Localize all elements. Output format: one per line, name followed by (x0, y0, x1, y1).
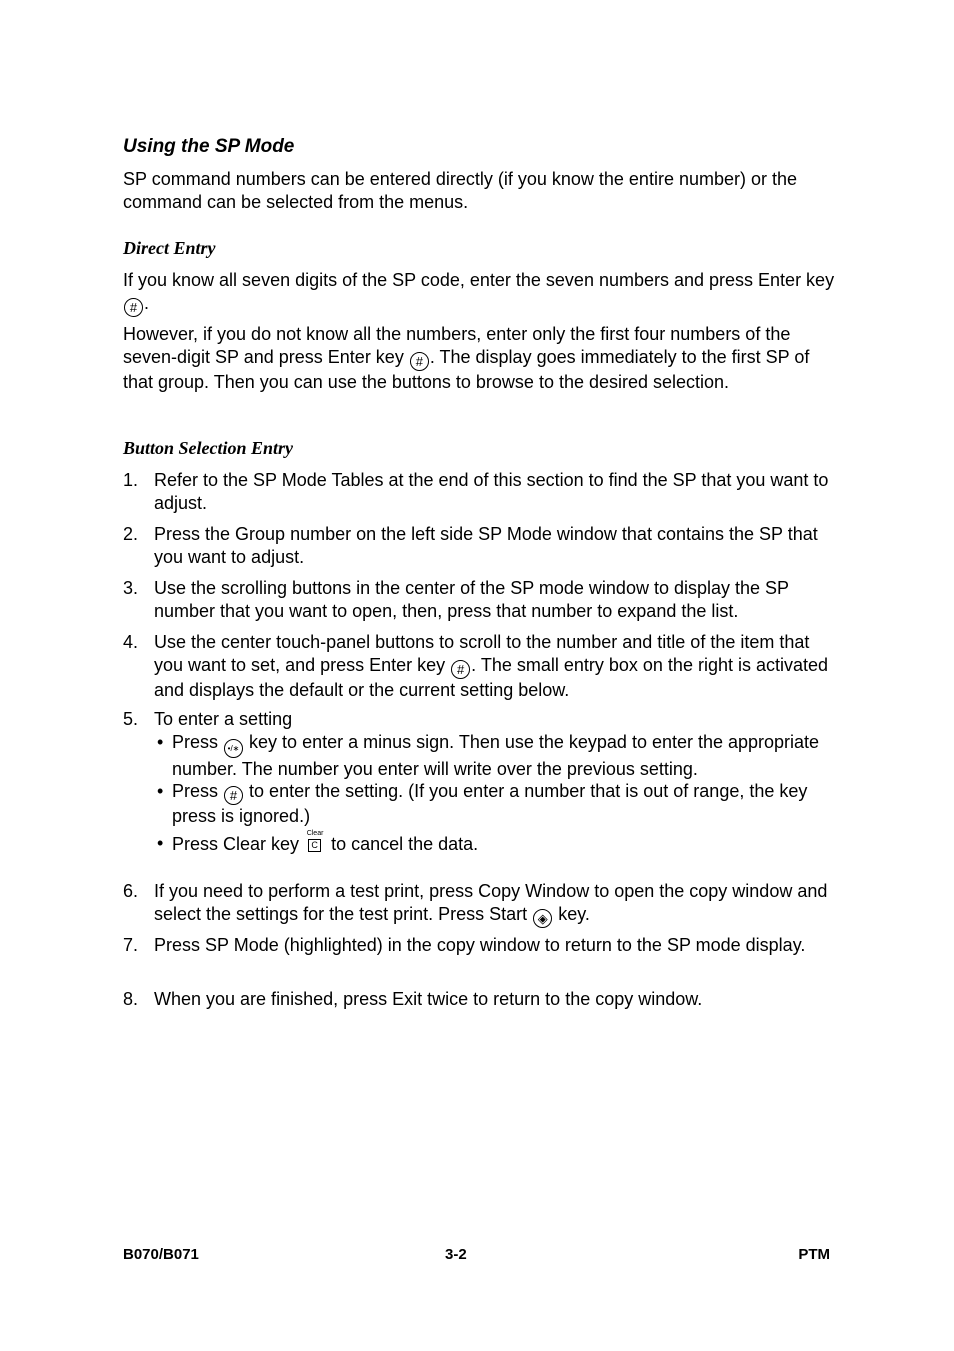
minus-key-icon: •/∗ (224, 739, 243, 758)
direct-entry-heading: Direct Entry (123, 238, 216, 258)
page-footer (123, 1246, 830, 1266)
direct-entry-paragraph-2: However, if you do not know all the numbers, enter only the first four numbers of the seven-digit SP and press Enter key # . The display goes immediately to the first SP of that group. Then you can use the buttons to browse to the desired selection. (123, 324, 810, 392)
enter-key-icon: # (410, 352, 429, 371)
footer-manual: PTM (798, 1246, 830, 1263)
step-7: 7. Press SP Mode (highlighted) in the copy window to return to the SP mode display. (123, 935, 806, 955)
step-4: 4. Use the center touch-panel buttons to scroll to the number and title of the item that you want to set, and press Enter key # . The small entry box on the right is activated and displays the default or the current setting below. (123, 632, 829, 700)
bullet-enter: • Press # to enter the setting. (If you enter a number that is out of range, the key press is ignored.) (157, 781, 808, 826)
enter-key-icon: # (124, 298, 143, 317)
enter-key-icon: # (224, 786, 243, 805)
step-1: 1. Refer to the SP Mode Tables at the end of this section to find the SP that you want to adjust. (123, 470, 829, 513)
bullet-clear: • Press Clear key Clear C to cancel the data. (157, 829, 479, 854)
footer-model: B070/B071 (123, 1246, 199, 1263)
start-key-icon: ◈ (533, 909, 552, 928)
intro-paragraph: SP command numbers can be entered directly (if you know the entire number) or the command can be selected from the menus. (123, 169, 798, 212)
step-3: 3. Use the scrolling buttons in the center of the SP mode window to display the SP number that you want to open, then, press that number to expand the list. (123, 578, 789, 621)
button-entry-heading: Button Selection Entry (123, 438, 294, 458)
step-2: 2. Press the Group number on the left side SP Mode window that contains the SP that you want to adjust. (123, 524, 818, 567)
enter-key-icon: # (451, 660, 470, 679)
footer-page-number: 3-2 (445, 1246, 467, 1263)
section-title: Using the SP Mode (123, 136, 295, 157)
clear-key-icon: Clear C (306, 829, 324, 850)
step-8: 8. When you are finished, press Exit twice to return to the copy window. (123, 989, 703, 1009)
direct-entry-paragraph-1: If you know all seven digits of the SP code, enter the seven numbers and press Enter key # . (123, 270, 835, 315)
bullet-minus: • Press •/∗ key to enter a minus sign. Then use the keypad to enter the appropriate number. The number you enter will write over the previous setting. (157, 731, 820, 779)
step-6: 6. If you need to perform a test print, press Copy Window to open the copy window and select the settings for the test print. Press Start ◈ key. (123, 881, 828, 926)
step-5: 5. To enter a setting • Press •/∗ key to enter a minus sign. Then use the keypad to enter the appropriate number. The number you enter will write over the previous setting. • Press # to enter the setting. (If you enter a number that is out of range, the key press is ignored.) • Press Clear key Clear C to cancel the data. (123, 708, 835, 855)
